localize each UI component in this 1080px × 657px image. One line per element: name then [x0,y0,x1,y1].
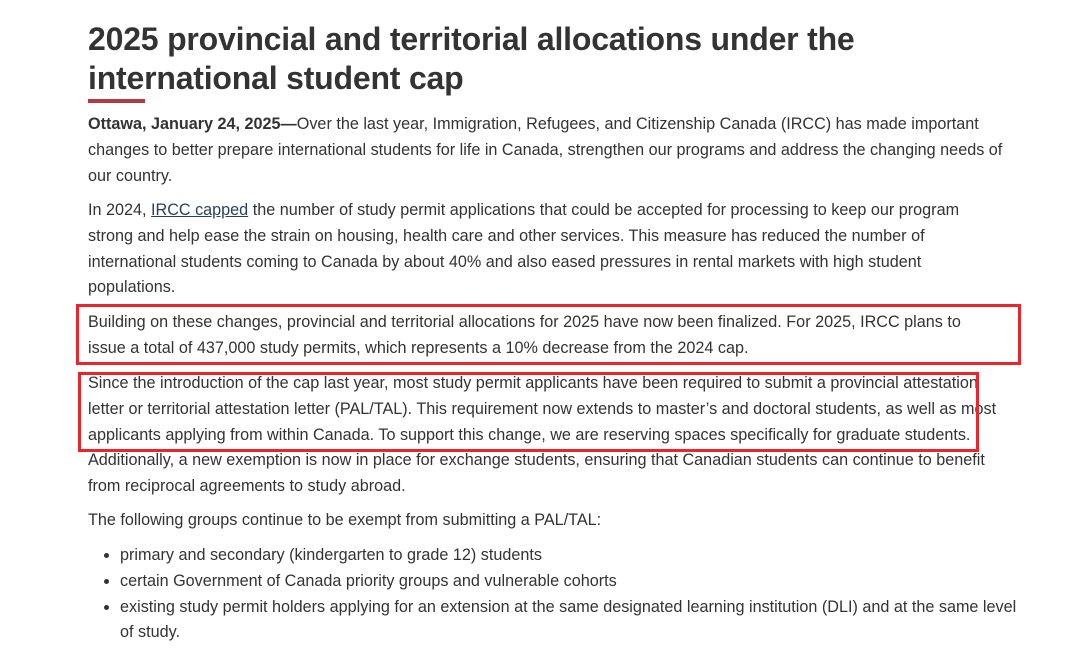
list-item: • existing study permit holders applying for an extension at the same designated learning institution (DLI) and at the same level of study. [120,595,1020,647]
ircc-capped-link[interactable]: IRCC capped [151,201,249,219]
list-item: • primary and secondary (kindergarten to grade 12) students [120,543,1020,569]
cap-text-after: the number of study permit applications that could be accepted for processing to keep our program strong and help ease the strain on housing, health care and other services. This measure has reduced the number of international students coming to Canada by about 40% and also eased pressures in rental markets with high student populations. [88,201,960,297]
pal-tal-paragraph: Since the introduction of the cap last year, most study permit applicants have been required to submit a provincial attestation letter or territorial attestation letter (PAL/TAL). This requirement now extends to master’s and doctoral students, as well as most applicants applying from within Canada. To support this change, we are reserving spaces specifically for graduate students. Additionally, a new exemption is now in place for exchange students, ensuring that Canadian students can continue to benefit from reciprocal agreements to study abroad. [88,374,997,496]
list-item: • certain Government of Canada priority groups and vulnerable cohorts [120,569,1020,595]
title-underline-rule [88,99,145,103]
cap-paragraph [88,198,1003,301]
cap-text-before: In 2024, [88,201,152,219]
exempt-intro-paragraph: The following groups continue to be exempt from submitting a PAL/TAL: [88,511,602,529]
intro-paragraph [88,112,1003,189]
dateline: Ottawa, January 24, 2025— [88,115,297,133]
exempt-groups-list [104,543,1020,646]
allocations-paragraph: Building on these changes, provincial and territorial allocations for 2025 have now been finalized. For 2025, IRCC plans to issue a total of 437,000 study permits, which represents a 10% decrease from the 2024 cap. [88,313,961,357]
page-title: 2025 provincial and territorial allocations under the international student cap [88,21,855,96]
intro-text: Over the last year, Immigration, Refugees, and Citizenship Canada (IRCC) has made important changes to better prepare international students for life in Canada, strengthen our programs and address the changing needs of our country. [88,115,1003,185]
